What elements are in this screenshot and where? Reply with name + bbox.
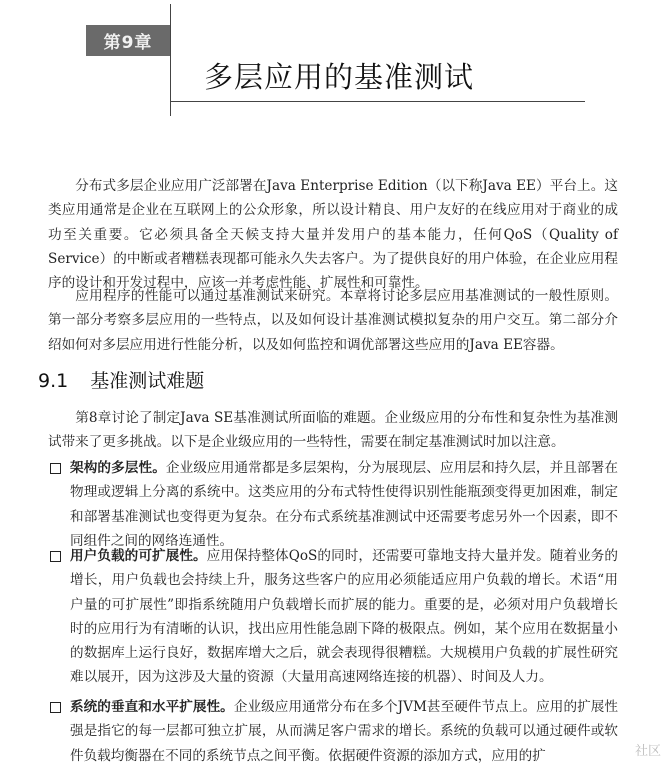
section-heading [38, 366, 204, 393]
bullet-item [48, 544, 618, 690]
bullet-item [48, 456, 618, 553]
section-intro-paragraph: 第8章讨论了制定Java SE基准测试所面临的难题。企业级应用的分布性和复杂性为基准测试带来了更多挑战。以下是企业级应用的一些特性，需要在制定基准测试时加以注意。 [48, 410, 618, 451]
intro-paragraph-2: 应用程序的性能可以通过基准测试来研究。本章将讨论多层应用基准测试的一般性原则。第一部分考察多层应用的一些特点，以及如何设计基准测试模拟复杂的用户交互。第二部分介绍如何对多层应用进行性能分析，以及如何监控和调优部署这些应用的Java EE容器。 [48, 288, 618, 353]
chapter-badge: 第9章 [86, 25, 170, 56]
bullet-term: 系统的垂直和水平扩展性。 [70, 699, 234, 715]
section-number: 9.1 [38, 370, 69, 392]
title-vertical-rule [170, 4, 171, 116]
bullet-text: 应用保持整体QoS的同时，还需要可靠地支持大量并发。随着业务的增长，用户负载也会持续上升，服务这些客户的应用必须能适应用户负载的增长。术语“用户量的可扩展性”即指系统随用户负载增长而扩展的能力。重要的是，必须对用户负载增长时的应用行为有清晰的认识，找出应用性能急剧下降的极限点。例如，某个应用在数据量小的数据库上运行良好，数据库增大之后，就会表现得很糟糕。大规模用户负载的扩展性研究难以展开，因为这涉及大量的资源（大量用高速网络连接的机器）、时间及人力。 [70, 548, 619, 686]
bullet-text: 企业级应用通常都是多层架构，分为展现层、应用层和持久层，并且部署在物理或逻辑上分离的系统中。这类应用的分布式特性使得识别性能瓶颈变得更加困难，制定和部署基准测试也变得更为复杂。在分布式系统基准测试中还需要考虑另外一个因素，即不同组件之间的网络连通性。 [70, 460, 619, 549]
watermark: 社区 [634, 744, 661, 759]
checkbox-bullet-icon [50, 463, 61, 474]
checkbox-bullet-icon [50, 551, 61, 562]
intro-paragraph-1: 分布式多层企业应用广泛部署在Java Enterprise Edition（以下称Java EE）平台上。这类应用通常是企业在互联网上的公众形象，所以设计精良、用户友好的在线应用对于商业的成功至关重要。它必须具备全天候支持大量并发用户的基本能力，任何QoS（Quality of Service）的中断或者糟糕表现都可能永久失去客户。为了提供良好的用户体验，在企业应用程序的设计和开发过程中，应该一并考虑性能、扩展性和可靠性。 [48, 178, 618, 292]
title-horizontal-rule [170, 101, 585, 102]
checkbox-bullet-icon [50, 702, 61, 713]
bullet-text: 企业级应用通常分布在多个JVM甚至硬件节点上。应用的扩展性强是指它的每一层都可独立扩展，从而满足客户需求的增长。系统的负载可以通过硬件或软件负载均衡器在不同的系统节点之间平衡。依据硬件资源的添加方式，应用的扩 [70, 699, 619, 764]
chapter-title: 多层应用的基准测试 [204, 60, 475, 94]
bullet-term: 用户负载的可扩展性。 [70, 548, 207, 564]
section-title: 基准测试难题 [90, 370, 205, 392]
bullet-term: 架构的多层性。 [70, 460, 166, 476]
bullet-item [48, 695, 618, 768]
